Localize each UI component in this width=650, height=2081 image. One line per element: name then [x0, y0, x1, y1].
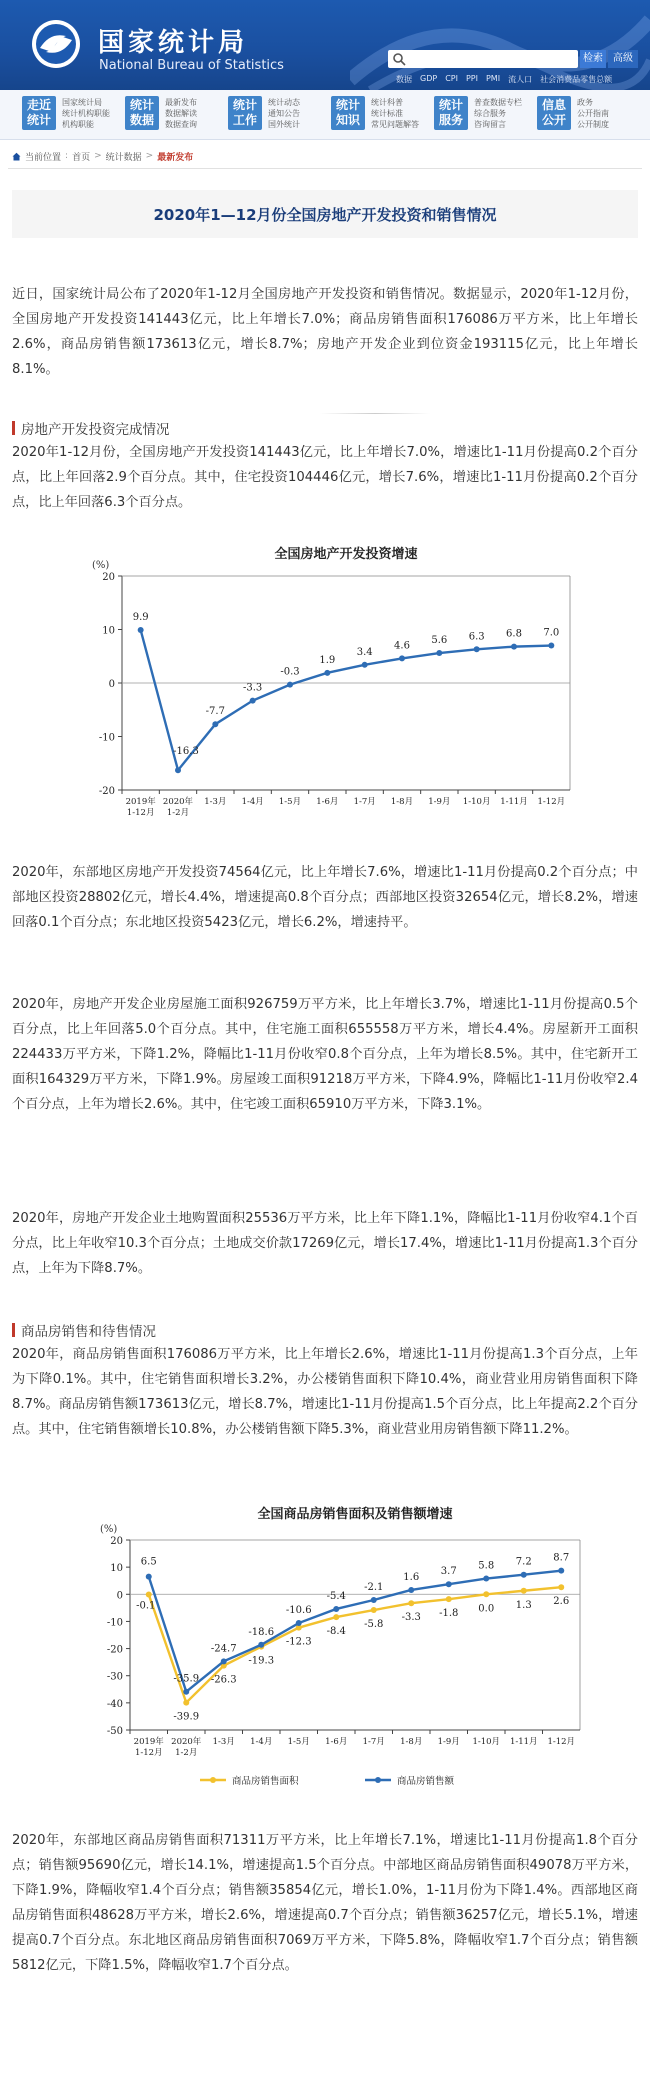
data-point: [221, 1658, 227, 1664]
data-point: [446, 1596, 452, 1602]
x-tick-label: 2019年: [125, 797, 156, 807]
nav-link[interactable]: 公开制度: [577, 120, 609, 129]
y-tick-label: -10: [106, 1617, 123, 1629]
quick-link[interactable]: 流人口: [508, 75, 533, 84]
paragraph: 2020年，房地产开发企业土地购置面积25536万平方米，比上年下降1.1%，降幅比1-11月份收窄4.1个百分点，比上年收窄10.3个百分点；土地成交价款17269亿元，增长17.4%，增速比1-11月份提高1.3个百分点，上年为下降8.7%。: [12, 1211, 638, 1276]
data-point: [212, 721, 218, 727]
data-label: 6.5: [140, 1556, 157, 1568]
x-tick-label: 1-11月: [509, 1737, 538, 1747]
x-tick-label: 1-2月: [166, 808, 190, 818]
y-tick-label: -40: [106, 1698, 123, 1710]
logo-icon[interactable]: [30, 18, 82, 70]
site-name-en: National Bureau of Statistics: [99, 58, 284, 73]
data-point: [521, 1572, 527, 1578]
y-tick-label: 0: [116, 1590, 123, 1602]
x-tick-label: 1-8月: [400, 1737, 423, 1747]
x-tick-label: 1-6月: [325, 1737, 348, 1747]
section-title: 商品房销售和待售情况: [21, 1324, 156, 1340]
x-tick-label: 1-7月: [353, 797, 376, 807]
nav-link[interactable]: 常见问题解答: [371, 120, 419, 129]
y-tick-label: -20: [106, 1644, 123, 1656]
y-tick-label: 10: [102, 625, 115, 637]
breadcrumb: [12, 148, 193, 164]
breadcrumb-separator: :: [65, 151, 69, 161]
nav-link[interactable]: 通知公告: [268, 109, 300, 118]
nav-link[interactable]: 统计标准: [371, 109, 403, 118]
nav-badge[interactable]: 统计数据: [125, 96, 159, 130]
breadcrumb-item-data[interactable]: 统计数据: [105, 152, 142, 163]
data-label: 1.3: [515, 1599, 532, 1611]
nav-links: [474, 97, 522, 130]
data-label: -8.4: [326, 1626, 346, 1638]
section-title: 房地产开发投资完成情况: [21, 422, 170, 438]
nav-link[interactable]: 数据解读: [165, 109, 197, 118]
data-label: -35.9: [173, 1673, 200, 1685]
breadcrumb-item-home[interactable]: 首页: [72, 152, 91, 163]
x-tick-label: 1-9月: [428, 797, 451, 807]
x-tick-label: 1-12月: [537, 797, 566, 807]
data-point: [399, 655, 405, 661]
data-point: [436, 650, 442, 656]
paragraph: 2020年，房地产开发企业房屋施工面积926759万平方米，比上年增长3.7%，增速比1-11月份提高0.5个百分点，比上年回落5.0个百分点。其中，住宅施工面积655558万平方米，增长4.4%。房屋新开工面积224433万平方米，下降1.2%，降幅比1-11月份收窄0.8个百分点，上年为增长8.5%。其中，住宅新开工面积164329万平方米，下降1.9%。房屋竣工面积91218万平方米，下降4.9%，降幅比1-11月份收窄2.4个百分点，上年为增长2.6%。其中，住宅竣工面积65910万平方米，下降3.1%。: [12, 997, 638, 1112]
data-point: [408, 1600, 414, 1606]
y-axis-unit: (%): [92, 560, 110, 571]
x-tick-label: 1-10月: [472, 1737, 501, 1747]
data-point: [362, 662, 368, 668]
paragraph: 2020年，东部地区房地产开发投资74564亿元，比上年增长7.6%，增速比1-11月份提高0.2个百分点；中部地区投资28802亿元，增长4.4%，增速提高0.8个百分点；西部地区投资32654亿元，增长8.2%，增速回落0.1个百分点；东北地区投资5423亿元，增长6.2%，增速持平。: [12, 865, 638, 930]
site-name-cn[interactable]: 国家统计局: [98, 28, 249, 58]
data-label: 6.8: [506, 628, 522, 640]
section-heading: [12, 1320, 156, 1340]
x-tick-label: 1-6月: [316, 797, 339, 807]
sales-growth-chart: [90, 1500, 590, 1810]
series-line: [149, 1571, 562, 1692]
legend-label: 商品房销售面积: [232, 1776, 299, 1787]
search-input[interactable]: [408, 50, 576, 68]
section-divider: [320, 413, 430, 414]
data-point: [558, 1568, 564, 1574]
x-tick-label: 1-8月: [390, 797, 414, 807]
legend-marker: [375, 1777, 381, 1783]
nav-links: [62, 97, 110, 130]
data-label: -12.3: [285, 1636, 312, 1648]
chart-title: 全国房地产开发投资增速: [274, 547, 418, 562]
nav-badge[interactable]: 统计知识: [331, 96, 365, 130]
data-label: -18.6: [248, 1626, 275, 1638]
data-point: [483, 1576, 489, 1582]
x-tick-label: 1-9月: [437, 1737, 460, 1747]
nav-link[interactable]: 最新发布: [165, 98, 197, 107]
nav-badge[interactable]: 统计服务: [434, 96, 468, 130]
nav-link[interactable]: 统计机构职能: [62, 109, 110, 118]
data-point: [558, 1584, 564, 1590]
data-label: -19.3: [248, 1655, 275, 1667]
data-point: [296, 1620, 302, 1626]
quick-links: [396, 74, 612, 85]
section-marker: [12, 421, 15, 435]
data-label: 1.9: [319, 654, 336, 666]
title-box: [12, 190, 638, 238]
main-nav: [0, 90, 650, 140]
nav-link[interactable]: 统计科普: [371, 98, 403, 107]
data-point: [548, 643, 554, 649]
breadcrumb-label: 当前位置: [25, 152, 62, 163]
data-point: [258, 1642, 264, 1648]
data-point: [333, 1606, 339, 1612]
data-point: [371, 1607, 377, 1613]
y-tick-label: 20: [102, 572, 115, 583]
nav-link[interactable]: 数据查询: [165, 120, 197, 129]
nav-badge[interactable]: 信息公开: [537, 96, 571, 130]
x-tick-label: 1-12月: [126, 808, 155, 818]
paragraph: 2020年1-12月份，全国房地产开发投资141443亿元，比上年增长7.0%，增速比1-11月份提高0.2个百分点，比上年回落2.9个百分点。其中，住宅投资104446亿元，增长7.6%，增速比1-11月份提高0.2个百分点，比上年回落6.3个百分点。: [12, 445, 638, 510]
advanced-search-button[interactable]: 高级: [608, 50, 638, 68]
section-marker: [12, 1323, 15, 1337]
data-label: -0.3: [280, 666, 300, 678]
y-tick-label: -20: [98, 786, 115, 797]
data-point: [287, 682, 293, 688]
data-label: 7.0: [543, 627, 560, 639]
data-label: -5.4: [326, 1590, 346, 1602]
data-label: 7.2: [515, 1556, 532, 1568]
nav-links: [268, 97, 300, 130]
intro-paragraph: 近日，国家统计局公布了2020年1-12月全国房地产开发投资和销售情况。数据显示，2020年1-12月份，全国房地产开发投资141443亿元，比上年增长7.0%；商品房销售面积176086万平方米，比上年增长2.6%，商品房销售额173613亿元，增长8.7%；房地产开发企业到位资金193115亿元，比上年增长8.1%。: [12, 287, 638, 377]
x-tick-label: 1-5月: [287, 1737, 310, 1747]
investment-growth-chart: [60, 540, 580, 835]
data-point: [521, 1588, 527, 1594]
data-label: 0.0: [478, 1603, 495, 1615]
nav-link[interactable]: 国外统计: [268, 120, 300, 129]
legend-label: 商品房销售额: [397, 1776, 455, 1787]
data-point: [146, 1592, 152, 1598]
quick-link[interactable]: PMI: [485, 74, 501, 83]
x-tick-label: 1-10月: [462, 797, 491, 807]
data-point: [408, 1587, 414, 1593]
x-tick-label: 2020年: [162, 797, 194, 807]
data-label: -24.7: [210, 1643, 237, 1655]
y-tick-label: 10: [110, 1563, 123, 1575]
quick-link[interactable]: 数据: [396, 75, 412, 84]
data-label: -10.6: [285, 1605, 312, 1617]
nav-link[interactable]: 公开指南: [577, 109, 609, 118]
x-tick-label: 1-2月: [175, 1748, 198, 1758]
nav-link[interactable]: 统计动态: [268, 98, 300, 107]
nav-badge[interactable]: 统计工作: [228, 96, 262, 130]
data-label: -0.1: [136, 1600, 156, 1612]
search-button[interactable]: 检索: [580, 50, 606, 68]
data-label: 3.7: [440, 1566, 457, 1578]
nav-link[interactable]: 机构职能: [62, 120, 94, 129]
data-label: -26.3: [210, 1674, 237, 1686]
data-point: [146, 1574, 152, 1580]
x-tick-label: 1-3月: [212, 1737, 235, 1747]
quick-link[interactable]: CPI: [445, 74, 458, 83]
nav-links: [577, 97, 609, 130]
search-icon: [392, 52, 406, 66]
data-point: [371, 1597, 377, 1603]
quick-link[interactable]: 社会消费品零售总额: [540, 75, 613, 84]
x-tick-label: 1-12月: [134, 1748, 163, 1758]
series-line: [141, 630, 552, 770]
chart-title: 全国商品房销售面积及销售额增速: [257, 1507, 453, 1522]
data-label: 3.4: [356, 646, 373, 658]
x-tick-label: 1-7月: [362, 1737, 385, 1747]
y-tick-label: -10: [98, 732, 115, 744]
data-point: [474, 646, 480, 652]
nav-badge[interactable]: 走近统计: [22, 96, 56, 130]
data-label: 5.8: [478, 1560, 495, 1572]
y-tick-label: 0: [108, 679, 115, 690]
nav-link[interactable]: 国家统计局: [62, 98, 102, 107]
data-point: [324, 670, 330, 676]
home-icon: [12, 152, 21, 161]
data-point: [183, 1689, 189, 1695]
paragraph: 2020年，东部地区商品房销售面积71311万平方米，比上年增长7.1%，增速比1-11月份提高1.8个百分点；销售额95690亿元，增长14.1%，增速提高1.5个百分点。中部地区商品房销售面积49078万平方米，下降1.9%，降幅收窄1.4个百分点；销售额35854亿元，增长1.0%，1-11月份为下降1.4%。西部地区商品房销售面积48628万平方米，增长2.6%，增速提高0.7个百分点；销售额36257亿元，增长5.1%，增速提高0.7个百分点。东北地区商品房销售面积7069万平方米，下降5.8%，降幅收窄1.7个百分点；销售额5812亿元，下降1.5%，降幅收窄1.7个百分点。: [12, 1833, 638, 1973]
data-point: [138, 627, 144, 633]
paragraph: 2020年，商品房销售面积176086万平方米，比上年增长2.6%，增速比1-11月份提高1.3个百分点，上年为下降0.1%。其中，住宅销售面积增长3.2%，办公楼销售面积下降10.4%，商业营业用房销售面积下降8.7%。商品房销售额173613亿元，增长8.7%，增速比1-11月份提高1.5个百分点，比上年提高2.2个百分点。其中，住宅销售额增长10.8%，办公楼销售额下降5.3%，商业营业用房销售额下降11.2%。: [12, 1347, 638, 1437]
x-tick-label: 1-11月: [500, 797, 528, 807]
data-label: 1.6: [403, 1571, 420, 1583]
data-label: 6.3: [468, 631, 485, 643]
nav-link[interactable]: 政务: [577, 98, 593, 107]
data-point: [446, 1581, 452, 1587]
x-tick-label: 1-5月: [278, 797, 302, 807]
page-title: 2020年1—12月份全国房地产开发投资和销售情况: [153, 206, 497, 224]
data-label: 9.9: [132, 612, 149, 624]
breadcrumb-separator: >: [145, 151, 154, 161]
breadcrumb-separator: >: [94, 151, 102, 161]
data-label: -3.3: [401, 1612, 421, 1624]
x-tick-label: 1-4月: [241, 797, 264, 807]
data-label: -39.9: [173, 1711, 200, 1723]
data-label: -2.1: [364, 1581, 384, 1593]
quick-link[interactable]: GDP: [420, 74, 438, 83]
site-header: [0, 0, 650, 90]
data-label: -1.8: [439, 1608, 459, 1620]
breadcrumb-current[interactable]: 最新发布: [157, 152, 194, 163]
quick-link[interactable]: PPI: [465, 74, 478, 83]
x-tick-label: 1-3月: [204, 797, 227, 807]
data-label: -3.3: [243, 682, 263, 694]
data-label: 5.6: [431, 635, 448, 647]
data-point: [183, 1700, 189, 1706]
data-point: [333, 1614, 339, 1620]
y-tick-label: 20: [110, 1536, 123, 1547]
data-point: [483, 1591, 489, 1597]
nav-link[interactable]: 咨询留言: [474, 120, 506, 129]
data-label: 4.6: [394, 640, 410, 652]
breadcrumb-divider: [8, 168, 642, 169]
x-tick-label: 1-4月: [250, 1737, 273, 1747]
data-label: 2.6: [553, 1596, 570, 1608]
nav-links: [371, 97, 419, 130]
data-label: 8.7: [553, 1552, 570, 1564]
legend-marker: [210, 1777, 216, 1783]
section-heading: [12, 418, 170, 438]
nav-links: [165, 97, 197, 130]
x-tick-label: 2019年: [133, 1737, 164, 1747]
nav-link[interactable]: 综合服务: [474, 109, 506, 118]
data-point: [250, 698, 256, 704]
data-point: [511, 644, 517, 650]
x-tick-label: 2020年: [171, 1737, 202, 1747]
data-label: -7.7: [205, 706, 225, 718]
data-label: -5.8: [364, 1619, 384, 1631]
y-axis-unit: (%): [100, 1524, 118, 1535]
x-tick-label: 1-12月: [547, 1737, 576, 1747]
data-point: [175, 767, 181, 773]
y-tick-label: -50: [106, 1726, 123, 1737]
data-label: -16.3: [173, 746, 199, 758]
nav-link[interactable]: 普查数据专栏: [474, 98, 522, 107]
y-tick-label: -30: [106, 1671, 123, 1683]
